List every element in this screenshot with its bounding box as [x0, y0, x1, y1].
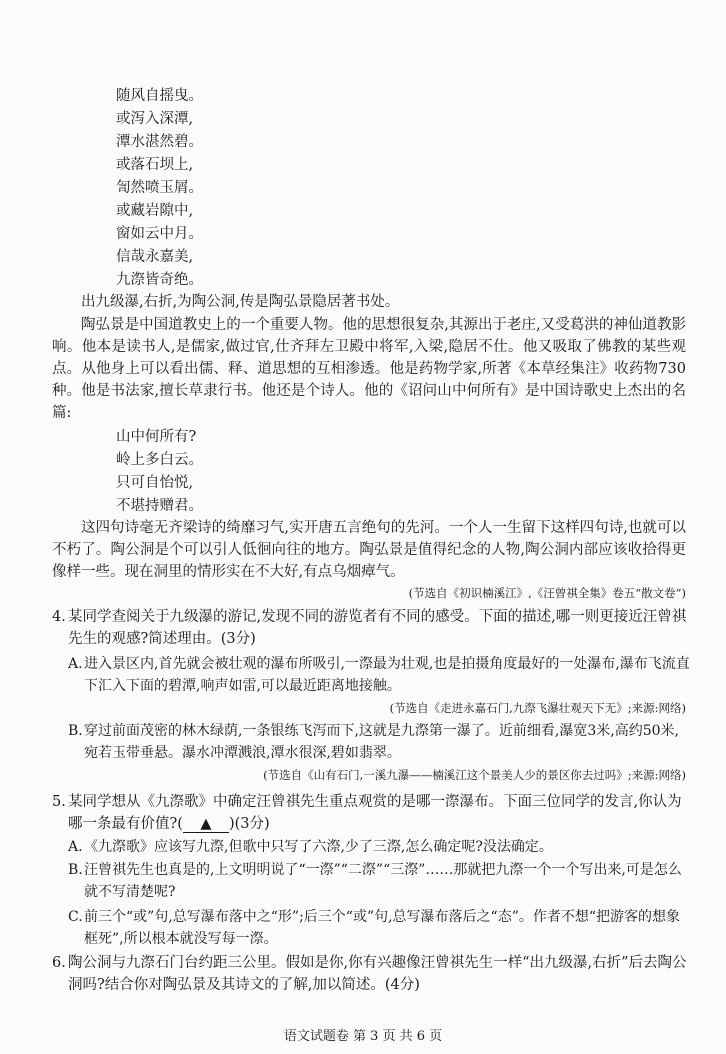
question-5-option-a — [68, 836, 692, 858]
poem-line: 潭水湛然碧。 — [116, 134, 203, 150]
poem-line: 或落石坝上, — [116, 157, 194, 173]
option-text: 前三个“或”句,总写瀑布落中之“形”;后三个“或”句,总写瀑布落后之“态”。作者不想“把游客的想象框死”,所以根本就没写每一漈。 — [84, 909, 681, 947]
option-text: 汪曾祺先生也真是的,上文明明说了“一漈”“二漈”“三漈”……那就把九漈一个一个写出来,可是怎么就不写清楚呢? — [84, 862, 682, 900]
question-text: 陶公洞与九漈石门台约距三公里。假如是你,你有兴趣像汪曾祺先生一样“出九级瀑,右折”后去陶公洞吗?结合你对陶弘景及其诗文的了解,加以简述。(4分) — [68, 955, 687, 993]
poem-line: 随风自摇曳。 — [116, 88, 203, 104]
answer-blank[interactable] — [183, 816, 229, 833]
option-label: B. — [68, 862, 83, 878]
question-text — [68, 791, 692, 835]
question-5-option-b — [68, 859, 692, 903]
option-label: A. — [68, 839, 83, 855]
poem-line: 山中何所有? — [116, 429, 197, 445]
question-4-option-b — [68, 720, 692, 764]
passage-paragraph-2: 陶弘景是中国道教史上的一个重要人物。他的思想很复杂,其源出于老庄,又受葛洪的神仙道教影响。他本是读书人,是儒家,做过官,仕齐拜左卫殿中将军,入梁,隐居不仕。他又吸取了佛教的某些观点。从他身上可以看出儒、释、道思想的互相渗透。他是药物学家,所著《本草经集注》收药物730种。他是书法家,擅长草隶行书。他还是个诗人。他的《诏问山中何所有》是中国诗歌史上杰出的名篇: — [52, 317, 686, 421]
question-text-after: )(3分) — [228, 816, 270, 832]
poem-line: 岭上多白云。 — [116, 452, 203, 468]
question-5-option-c — [68, 906, 692, 950]
question-text-before: 某同学想从《九漈歌》中确定汪曾祺先生重点观赏的是哪一漈瀑布。下面三位同学的发言,你认为哪一条最有价值?( — [68, 794, 682, 832]
poem-line: 九漈皆奇绝。 — [116, 272, 203, 288]
question-number: 5. — [52, 794, 66, 810]
poem-line: 訇然喷玉屑。 — [116, 180, 203, 196]
option-label: A. — [68, 656, 83, 672]
passage-paragraph-3: 这四句诗毫无齐梁诗的绮靡习气,实开唐五言绝句的先河。一个人一生留下这样四句诗,也就可以不朽了。陶公洞是个可以引人低徊向往的地方。陶弘景是值得纪念的人物,陶公洞内部应该收拾得更像样一些。现在洞里的情形实在不大好,有点乌烟瘴气。 — [52, 520, 686, 580]
option-source: (节选自《走进永嘉石门,九漈飞瀑壮观天下无》;来源:网络) — [389, 701, 686, 715]
question-number: 4. — [52, 609, 66, 625]
question-5 — [52, 791, 692, 835]
poem-line: 只可自怡悦, — [116, 475, 194, 491]
option-text: 《九漈歌》应该写九漈,但歌中只写了六漈,少了三漈,怎么确定呢?没法确定。 — [84, 839, 553, 855]
option-text: 穿过前面茂密的林木绿荫,一条银练飞泻而下,这就是九漈第一瀑了。近前细看,瀑宽3米,高约50米,宛若玉带垂悬。瀑水冲潭溅浪,潭水很深,碧如翡翠。 — [84, 723, 679, 761]
passage-source: (节选自《初识楠溪江》,《汪曾祺全集》卷五“散文卷”) — [408, 586, 686, 600]
option-source: (节选自《山有石门,一溪九瀑——楠溪江这个景美人少的景区你去过吗》;来源:网络) — [263, 768, 686, 782]
triangle-mark-icon: ▲ — [200, 816, 212, 832]
option-text: 进入景区内,首先就会被壮观的瀑布所吸引,一漈最为壮观,也是拍摄角度最好的一处瀑布,瀑布飞流直下汇入下面的碧潭,响声如雷,可以最近距离地接触。 — [84, 656, 690, 694]
question-4-option-a — [68, 653, 692, 697]
question-6 — [52, 952, 692, 996]
poem-line: 或藏岩隙中, — [116, 203, 194, 219]
option-label: C. — [68, 909, 83, 925]
option-label: B. — [68, 723, 83, 739]
poem-line: 窗如云中月。 — [116, 226, 203, 242]
question-text: 某同学查阅关于九级瀑的游记,发现不同的游览者有不同的感受。下面的描述,哪一则更接近汪曾祺先生的观感?简述理由。(3分) — [68, 609, 687, 647]
page-footer: 语文试题卷 第 3 页 共 6 页 — [283, 1029, 443, 1044]
poem-line: 或泻入深潭, — [116, 111, 194, 127]
poem-line: 不堪持赠君。 — [116, 498, 203, 514]
question-4 — [52, 606, 692, 650]
passage-paragraph-1: 出九级瀑,右折,为陶公洞,传是陶弘景隐居著书处。 — [81, 294, 400, 310]
poem-line: 信哉永嘉美, — [116, 249, 194, 265]
question-number: 6. — [52, 955, 66, 971]
